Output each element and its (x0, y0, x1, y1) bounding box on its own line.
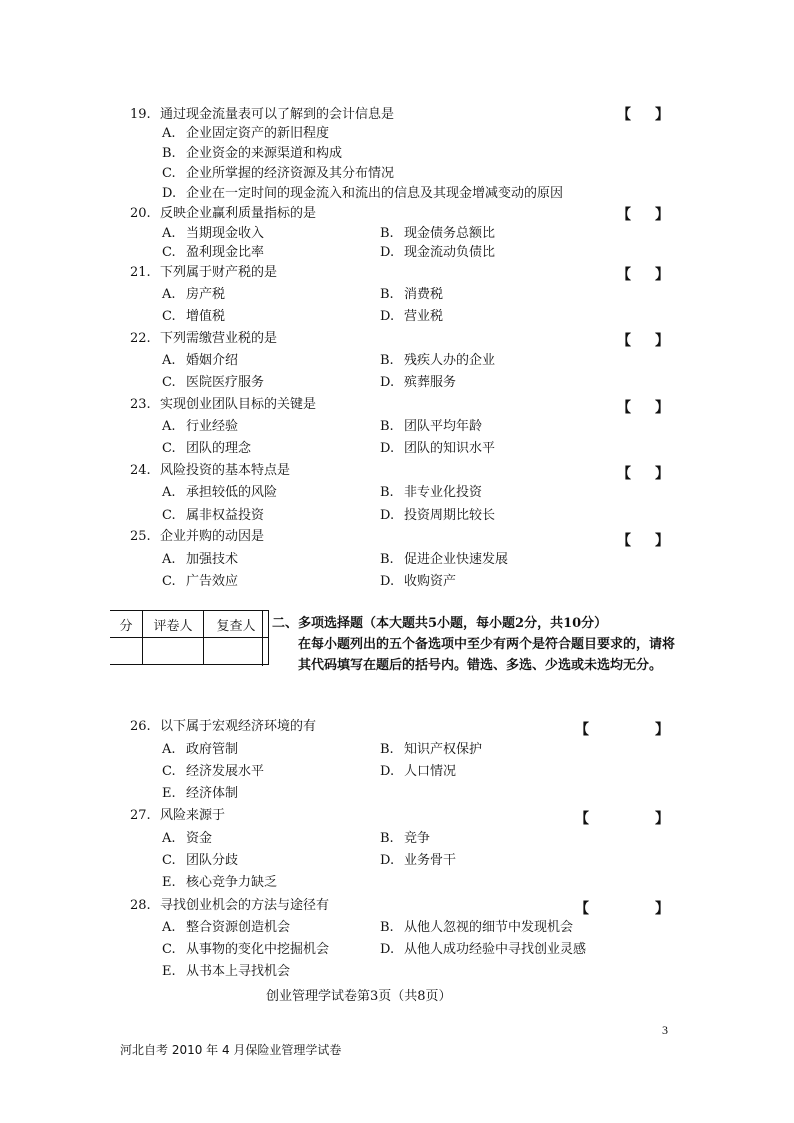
question-21: 21. 下列属于财产税的是 (130, 265, 278, 280)
page-footer: 创业管理学试卷第3页（共8页） (266, 989, 452, 1004)
answer-bracket-open: 【 (617, 267, 631, 283)
question-19: 19. 通过现金流量表可以了解到的会计信息是 (130, 107, 395, 122)
option: A. 行业经验 (162, 419, 239, 434)
option: B. 团队平均年龄 (380, 419, 483, 434)
option: C. 增值税 (162, 309, 226, 324)
answer-bracket-close: 】 (655, 400, 669, 416)
score-table-header-score: 分 (110, 611, 143, 638)
option: D. 人口情况 (380, 764, 457, 779)
question-22: 22. 下列需缴营业税的是 (130, 331, 278, 346)
option: C. 医院医疗服务 (162, 375, 265, 390)
option: B. 知识产权保护 (380, 742, 483, 757)
question-24: 24. 风险投资的基本特点是 (130, 463, 291, 478)
question-23: 23. 实现创业团队目标的关键是 (130, 397, 317, 412)
answer-bracket-close: 】 (655, 811, 669, 827)
answer-bracket-close: 】 (655, 533, 669, 549)
answer-bracket-open: 【 (617, 207, 631, 223)
option: D. 现金流动负债比 (380, 245, 496, 260)
option: A. 承担较低的风险 (162, 485, 278, 500)
score-table (110, 610, 269, 665)
answer-bracket-open: 【 (617, 533, 631, 549)
option: A. 企业固定资产的新旧程度 (162, 126, 330, 141)
option: D. 团队的知识水平 (380, 441, 496, 456)
option: B. 现金债务总额比 (380, 226, 496, 241)
answer-bracket-open: 【 (575, 901, 589, 917)
answer-bracket-open: 【 (617, 400, 631, 416)
table-right-border (262, 610, 263, 666)
answer-bracket-open: 【 (575, 722, 589, 738)
answer-bracket-open: 【 (617, 333, 631, 349)
reviewer-cell[interactable] (204, 638, 269, 665)
option: B. 竞争 (380, 831, 431, 846)
option: D. 从他人成功经验中寻找创业灵感 (380, 942, 587, 957)
option: A. 婚姻介绍 (162, 353, 239, 368)
option: D. 业务骨干 (380, 853, 457, 868)
option: C. 盈利现金比率 (162, 245, 265, 260)
answer-bracket-open: 【 (575, 811, 589, 827)
question-26: 26. 以下属于宏观经济环境的有 (130, 719, 317, 734)
option: B. 非专业化投资 (380, 485, 483, 500)
score-cell[interactable] (110, 638, 143, 665)
question-20: 20. 反映企业赢利质量指标的是 (130, 206, 317, 221)
option: B. 促进企业快速发展 (380, 552, 509, 567)
option: D. 投资周期比较长 (380, 508, 496, 523)
option: D. 殡葬服务 (380, 375, 457, 390)
question-25: 25. 企业并购的动因是 (130, 529, 265, 544)
score-table-header-grader: 评卷人 (143, 611, 204, 638)
option: B. 残疾人办的企业 (380, 353, 496, 368)
option: B. 从他人忽视的细节中发现机会 (380, 920, 574, 935)
option: E. 经济体制 (162, 786, 239, 801)
document-caption: 河北自考 2010 年 4 月保险业管理学试卷 (120, 1043, 342, 1057)
answer-bracket-open: 【 (617, 466, 631, 482)
option: C. 经济发展水平 (162, 764, 265, 779)
page-number: 3 (662, 1023, 668, 1037)
section-2-instructions: 在每小题列出的五个备选项中至少有两个是符合题目要求的，请将其代码填写在题后的括号内。错选、多选、少选或未选均无分。 (298, 637, 676, 673)
option: A. 政府管制 (162, 742, 239, 757)
answer-bracket-close: 】 (655, 901, 669, 917)
option: D. 收购资产 (380, 574, 457, 589)
option: C. 团队分歧 (162, 853, 239, 868)
section-2-title: 二、多项选择题（本大题共5小题，每小题2分，共10分） (272, 616, 608, 631)
option: D. 企业在一定时间的现金流入和流出的信息及其现金增减变动的原因 (162, 186, 564, 201)
question-27: 27. 风险来源于 (130, 808, 226, 823)
answer-bracket-close: 】 (655, 722, 669, 738)
grader-cell[interactable] (143, 638, 204, 665)
option: C. 企业所掌握的经济资源及其分布情况 (162, 166, 395, 181)
option: D. 营业税 (380, 309, 444, 324)
answer-bracket-close: 】 (655, 466, 669, 482)
answer-bracket-close: 】 (655, 267, 669, 283)
answer-bracket-close: 】 (655, 333, 669, 349)
option: C. 属非权益投资 (162, 508, 265, 523)
option: C. 从事物的变化中挖掘机会 (162, 942, 330, 957)
question-28: 28. 寻找创业机会的方法与途径有 (130, 898, 330, 913)
option: E. 核心竞争力缺乏 (162, 875, 278, 890)
option: A. 当期现金收入 (162, 226, 265, 241)
option: C. 广告效应 (162, 574, 239, 589)
option: E. 从书本上寻找机会 (162, 964, 291, 979)
option: C. 团队的理念 (162, 441, 252, 456)
option: B. 企业资金的来源渠道和构成 (162, 146, 343, 161)
option: B. 消费税 (380, 287, 444, 302)
option: A. 资金 (162, 831, 213, 846)
answer-bracket-open: 【 (617, 107, 631, 123)
option: A. 房产税 (162, 287, 226, 302)
option: A. 加强技术 (162, 552, 239, 567)
score-table-header-reviewer: 复查人 (204, 611, 269, 638)
answer-bracket-close: 】 (655, 207, 669, 223)
option: A. 整合资源创造机会 (162, 920, 291, 935)
answer-bracket-close: 】 (655, 107, 669, 123)
